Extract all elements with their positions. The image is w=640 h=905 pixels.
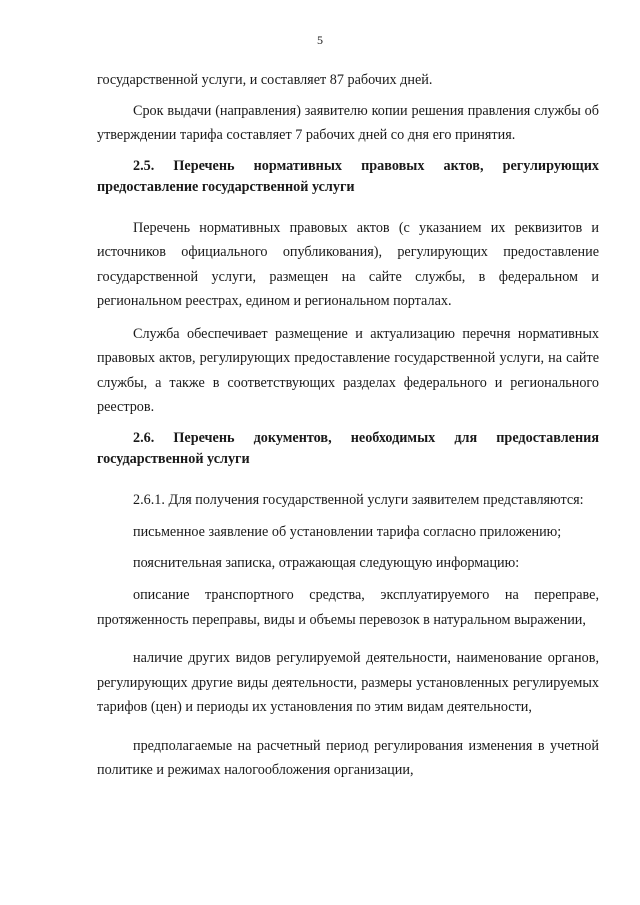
- paragraph-service-publishing: Служба обеспечивает размещение и актуализацию перечня нормативных правовых актов, регулирующих предоставление государственной услуги, на сайте службы, а также в соответствующих разделах федерального и регионального реестров.: [97, 325, 599, 415]
- heading-section-2-5: 2.5. Перечень нормативных правовых актов, регулирующих предоставление государственной услуги: [97, 157, 599, 195]
- list-item-accounting-changes: предполагаемые на расчетный период регулирования изменения в учетной политике и режимах налогообложения организации,: [97, 737, 599, 778]
- list-item-vehicle-description: описание транспортного средства, эксплуатируемого на переправе, протяженность переправы, виды и объемы перевозок в натуральном выражении,: [97, 587, 599, 628]
- paragraph-legal-acts-list: Перечень нормативных правовых актов (с указанием их реквизитов и источников официального опубликования), регулирующих предоставление государственной услуги, размещен на сайте службы, в федеральном и региональном реестрах, едином и региональном порталах.: [97, 219, 599, 309]
- paragraph-service-term-end: государственной услуги, и составляет 87 рабочих дней.: [97, 72, 433, 88]
- document-body: [97, 68, 599, 783]
- heading-section-2-6: 2.6. Перечень документов, необходимых для предоставления государственной услуги: [97, 429, 599, 467]
- list-item-explanatory-note: пояснительная записка, отражающая следующую информацию:: [133, 554, 520, 571]
- paragraph-2-6-1: 2.6.1. Для получения государственной услуги заявителем представляются:: [133, 491, 584, 508]
- list-item-application: письменное заявление об установлении тарифа согласно приложению;: [133, 524, 562, 540]
- paragraph-copy-issue-term: Срок выдачи (направления) заявителю копии решения правления службы об утверждении тарифа составляет 7 рабочих дней со дня его принятия.: [97, 102, 599, 143]
- list-item-other-activities: наличие других видов регулируемой деятельности, наименование органов, регулирующих другие виды деятельности, размеры установленных регулируемых тарифов (цен) и периоды их установления по этим видам деятельности,: [97, 650, 599, 715]
- page-number: 5: [317, 33, 323, 47]
